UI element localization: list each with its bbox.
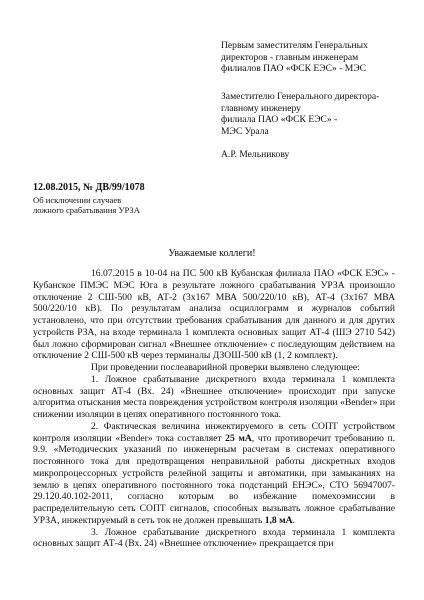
subject-line: Об исключении случаев xyxy=(33,195,122,205)
addressee-line: Заместителю Генерального директора- xyxy=(221,91,380,102)
document-reference: 12.08.2015, № ДВ/99/1078 xyxy=(33,182,145,193)
addressee-line: директоров - главным инженерам xyxy=(221,51,359,63)
addressee-block-1 xyxy=(221,40,411,75)
document-subject xyxy=(33,195,140,215)
paragraph-findings-intro: При проведении послеаварийной проверки выявлено следующее: xyxy=(91,362,360,373)
addressee-line: МЭС Урала xyxy=(221,125,269,137)
addressee-line: Первым заместителям Генеральных xyxy=(221,40,368,51)
addressee-line: главному инженеру xyxy=(221,102,301,114)
finding-2-limit-value: 1,8 мА xyxy=(264,514,293,526)
addressee-line: филиалов ПАО «ФСК ЕЭС» - МЭС xyxy=(221,63,367,75)
finding-2-text: 2. Фактическая величина инжектируемого в сеть СОПТ устройством контроля изоляции «Bender» тока составляет xyxy=(33,420,395,444)
paragraph-incident: 16.07.2015 в 10-04 на ПС 500 кВ Кубанская филиала ПАО «ФСК ЕЭС» - Кубанское ПМЭС МЭС Юга в результате ложного срабатывания УРЗА произошло отключение 2 СШ-500 кВ, АТ-2 (3х167 МВА 500/220/10 кВ), АТ-4 (3х167 МВА 500/220/10 кВ). По результатам анализа осциллограмм и журналов событий установлено, что при отсутствии требования срабатывания для данного и для других устройств РЗА, на входе терминала 1 комплекта основных защит АТ-4 (ШЭ 2710 542) был ложно сформирован сигнал «Внешнее отключение» с последующим действием на отключение 2 СШ-500 кВ через терминалы ДЗОШ-500 кВ (1, 2 комплект). xyxy=(33,268,395,362)
addressee-block-3 xyxy=(221,149,411,161)
subject-line: ложного срабатывания УРЗА xyxy=(33,205,140,215)
addressee-line: А.Р. Мельникову xyxy=(221,149,290,160)
finding-2-text: . xyxy=(292,514,295,526)
paragraph-finding-2 xyxy=(33,421,395,527)
paragraph-finding-1: 1. Ложное срабатывание дискретного входа терминала 1 комплекта основных защит АТ-4 (Вх. 24) «Внешнее отключение» происходит при запуске алгоритма отыскания места повреждения устройством контроля изоляции «Bender» при снижении изоляции в цепях оперативного постоянного тока. xyxy=(33,373,395,420)
greeting: Уважаемые коллеги! xyxy=(168,248,256,259)
addressee-block-2 xyxy=(221,91,411,137)
addressee-line: филиала ПАО «ФСК ЕЭС» - xyxy=(221,114,338,126)
letter-body xyxy=(33,268,395,550)
paragraph-finding-3: 3. Ложное срабатывание дискретного входа терминала 1 комплекта основных защит АТ-4 (Вх. 24) «Внешнее отключение» прекращается при xyxy=(33,526,395,550)
finding-2-text: , что противоречит требованию п. 9.9. «Методических указаний по инженерным расчетам в системах оперативного постоянного тока для предотвращения неправильной работы дискретных входов микропроцессорных устройств релейной защиты и автоматики, при замыканиях на землю в цепях оперативного постоянного тока подстанций ЕНЭС», СТО 56947007-29.120.40.102-2011, согласно которым во избежание помехоэмиссии в распределительную сеть СОПТ сигналов, способных вызывать ложное срабатывание УРЗА, инжектируемый в сеть ток не должен превышать xyxy=(33,432,395,526)
finding-2-current-value: 25 мА xyxy=(225,432,252,444)
